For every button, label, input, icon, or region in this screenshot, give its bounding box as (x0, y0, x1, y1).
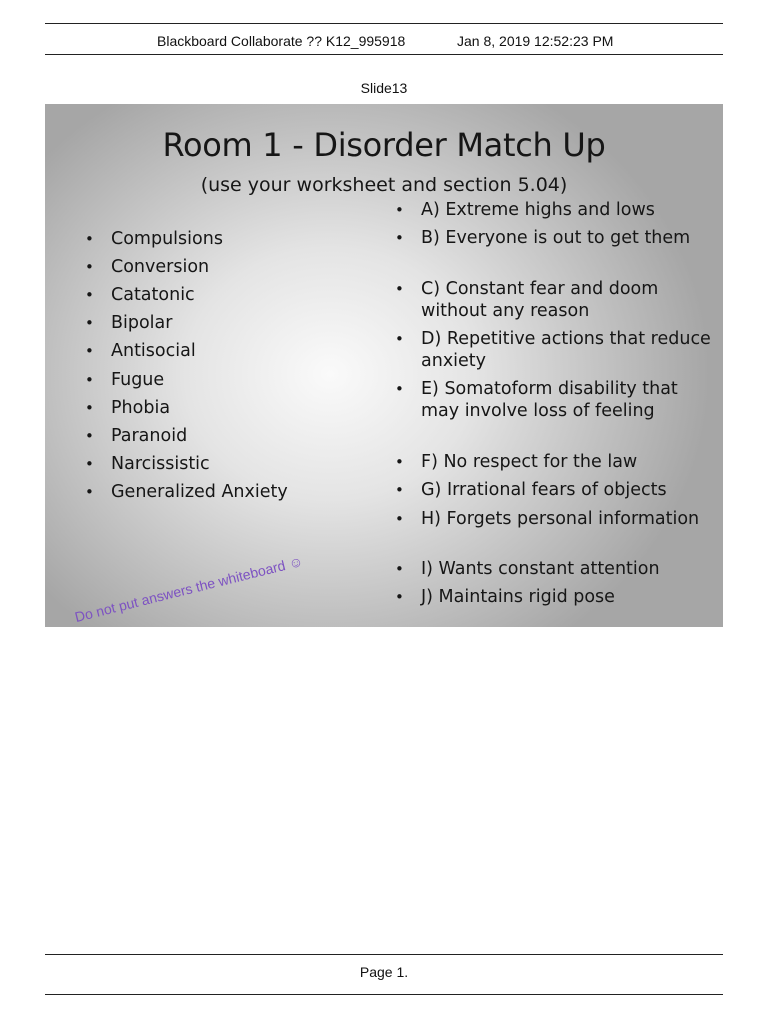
description-item: • D) Repetitive actions that reduce anxiety (395, 328, 717, 372)
description-list (395, 104, 723, 627)
document-title: Blackboard Collaborate ?? K12_995918 (157, 33, 406, 49)
description-item: • F) No respect for the law (395, 451, 717, 473)
footer-bottom-rule (45, 994, 723, 995)
footer-top-rule (45, 954, 723, 955)
disorder-item: • Antisocial (85, 340, 196, 362)
slide-subtitle: (use your worksheet and section 5.04) (200, 174, 568, 196)
disorder-item: • Conversion (85, 256, 209, 278)
disorder-item: • Phobia (85, 397, 170, 419)
disorder-list (85, 104, 405, 627)
disorder-item: • Catatonic (85, 284, 195, 306)
description-item: • I) Wants constant attention (395, 558, 717, 580)
slide-title: Room 1 - Disorder Match Up (162, 126, 606, 164)
disorder-item: • Fugue (85, 369, 164, 391)
description-item: • H) Forgets personal information (395, 508, 717, 530)
page-number: Page 1. (359, 964, 409, 980)
disorder-item: • Generalized Anxiety (85, 481, 288, 503)
disorder-item: • Narcissistic (85, 453, 210, 475)
description-item: • E) Somatoform disability that may involve loss of feeling (395, 378, 717, 422)
description-item: • A) Extreme highs and lows (395, 199, 717, 221)
slide-label: Slide13 (360, 80, 408, 96)
description-item: • C) Constant fear and doom without any reason (395, 278, 717, 322)
description-item: • B) Everyone is out to get them (395, 227, 717, 249)
slide-image (45, 104, 723, 627)
header-bottom-rule (45, 54, 723, 55)
disorder-item: • Compulsions (85, 228, 223, 250)
header-top-rule (45, 23, 723, 24)
description-item: • J) Maintains rigid pose (395, 586, 717, 608)
disorder-item: • Bipolar (85, 312, 172, 334)
description-item: • G) Irrational fears of objects (395, 479, 717, 501)
whiteboard-note: Do not put answers the whiteboard ☺ (73, 552, 305, 625)
document-timestamp: Jan 8, 2019 12:52:23 PM (457, 33, 614, 49)
disorder-item: • Paranoid (85, 425, 187, 447)
